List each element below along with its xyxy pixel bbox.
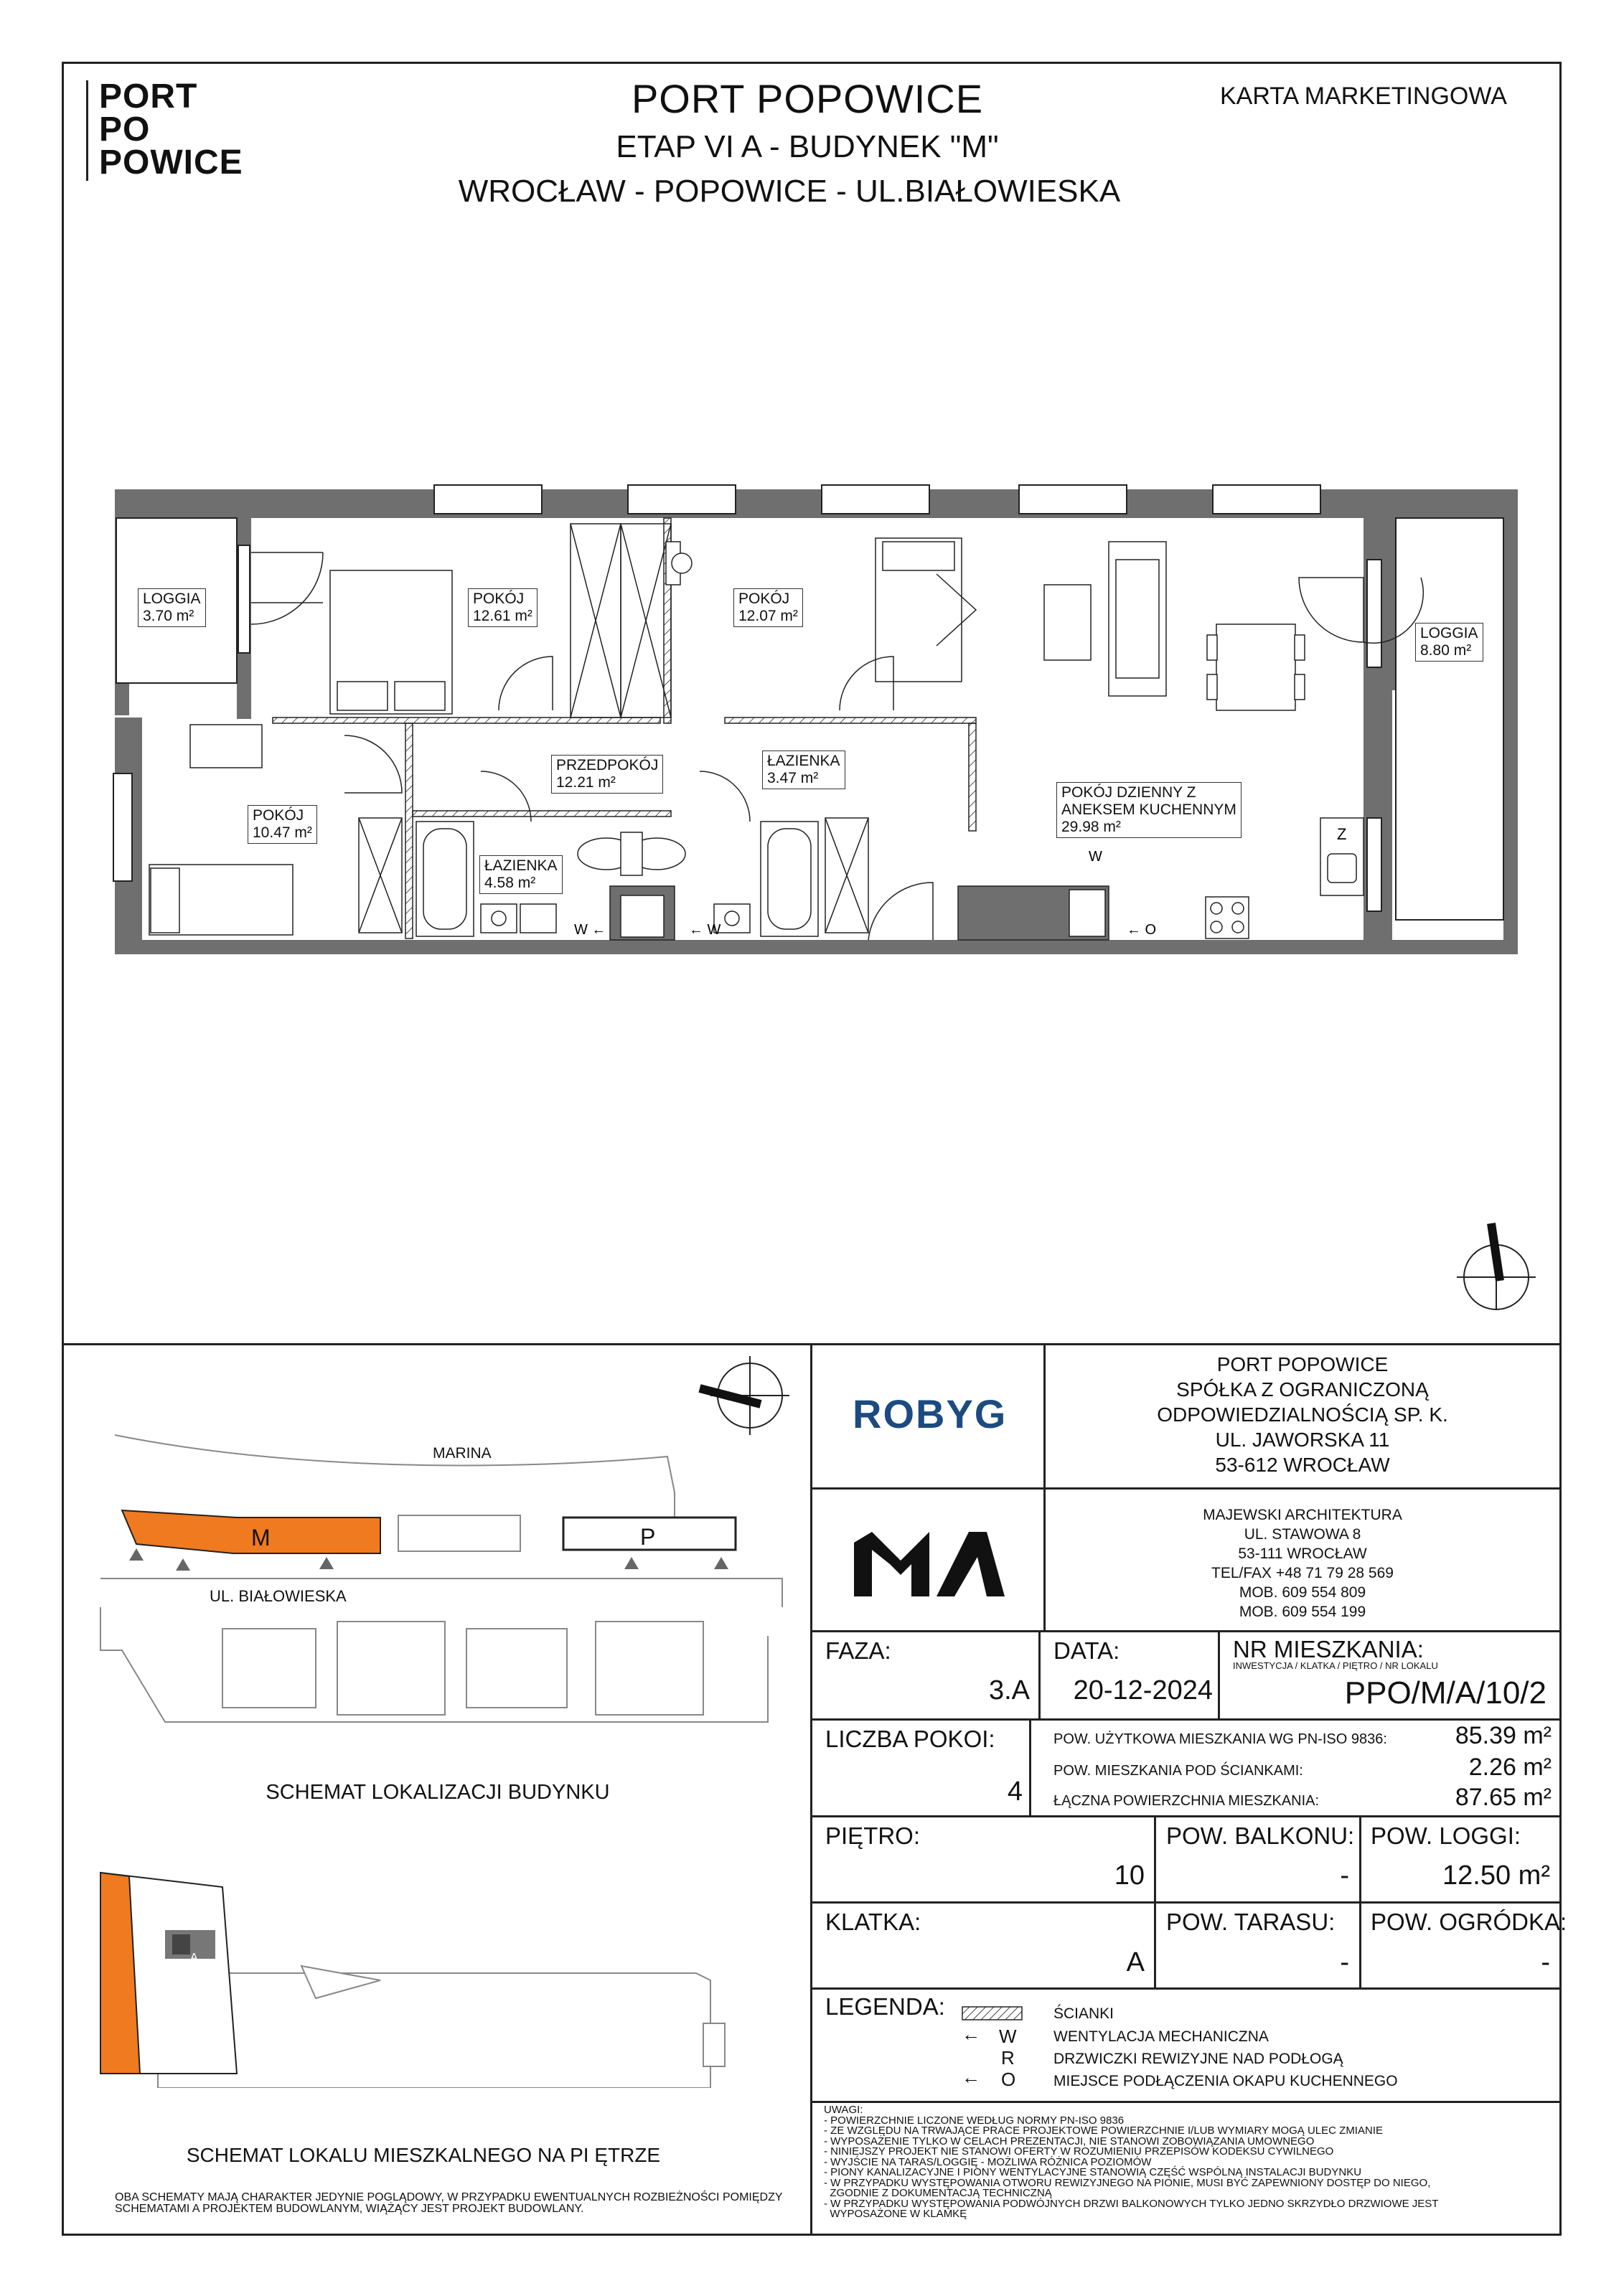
klatka-value: A [1126,1947,1145,1977]
notes: UWAGI: - POWIERZCHNIE LICZONE WEDŁUG NORMY PN-ISO 9836 - ZE WZGLĘDU NA TRWAJĄCE PRACE PROJEKTOWE POWIERZCHNIE I/LUB WYMIARY MOGĄ ULEC ZMIANIE - WYPOSAŻENIE TYLKO W CELACH PREZENTACJI, NIE STANOWI ZOBOWIĄZANIA UMOWNEGO - NINIEJSZY PROJEKT NIE STANOWI OFERTY W ROZUMIENIU PRZEPISÓW KODEKSU CYWILNEGO - WYJŚCIE NA TARAS/LOGGIĘ - MOŻLIWA RÓŻNICA POZIOMÓW - PIONY KANALIZACYJNE I PIONY WENTYLACYJNE STANOWIĄ CZĘŚĆ WSPÓLNĄ INSTALACJI BUDYNKU - W PRZYPADKU WYSTĘPOWANIA OTWORU REWIZYJNEGO NA PIONIE, MUSI BYĆ ZAPEWNIONY DOSTĘP DO NIEGO, ZGODNIE Z DOKUMENTACJĄ TECHNICZNĄ - W PRZYPADKU WYSTĘPOWANIA PODWÓJNYCH DRZWI BALKONOWYCH TYLKO JEDNO SKRZYDŁO DRZWIOWE JEST WYPOSAŻONE W KLAMKĘ [824,2104,1439,2220]
room-label-living-room: POKÓJ DZIENNY Z ANEKSEM KUCHENNYM 29.98 m² [1056,782,1242,838]
site-label-building-p: P [640,1524,656,1550]
coffee-table [1044,585,1091,660]
robyg-logo: ROBYG [853,1391,1008,1436]
taras-value: - [1340,1947,1349,1977]
loggia-right [1396,518,1503,920]
floor-plan [108,481,1529,976]
legend-text-hood: MIEJSCE PODŁĄCZENIA OKAPU KUCHENNEGO [1053,2073,1398,2089]
legend-symbol-o: O [1001,2069,1016,2090]
data-label: DATA: [1053,1637,1120,1664]
pow-uzytkowa-label: POW. UŻYTKOWA MIESZKANIA WG PN-ISO 9836: [1053,1731,1387,1747]
loggia-label: POW. LOGGI: [1371,1822,1521,1849]
faza-label: FAZA: [825,1637,891,1664]
legend-symbol-r: R [1001,2047,1015,2069]
nr-sublabel: INWESTYCJA / KLATKA / PIĘTRO / NR LOKALU [1233,1660,1438,1671]
schema-location-caption: SCHEMAT LOKALIZACJI BUDYNKU [266,1781,610,1804]
taras-label: POW. TARASU: [1166,1909,1336,1935]
pietro-value: 10 [1114,1860,1145,1891]
ma-logo [850,1528,1008,1600]
page-subtitle: ETAP VI A - BUDYNEK "M" [616,129,999,164]
developer-info: PORT POPOWICE SPÓŁKA Z OGRANICZONĄ ODPOWIEDZIALNOŚCIĄ SP. K. UL. JAWORSKA 11 53-612 WROCŁAW [1157,1353,1448,1476]
logo-line-2: PO [99,110,151,149]
legend-arrow-o-icon: ← [962,2066,980,2088]
room-label-bedroom-1: POKÓJ 12.61 m² [468,588,538,627]
schema-floor-tag: A [190,1952,198,1964]
schema-disclaimer: OBA SCHEMATY MAJĄ CHARAKTER JEDYNIE POGLĄDOWY, W PRZYPADKU EWENTUALNYCH ROZBIEŻNOŚCI POMIĘDZY SCHEMATAMI A PROJEKTEM BUDOWLANYM, WIĄŻĄCY JEST PROJEKT BUDOWLANY. [115,2191,783,2215]
ogrodek-value: - [1541,1947,1550,1977]
site-label-marina: MARINA [433,1445,492,1462]
balkon-label: POW. BALKONU: [1166,1822,1355,1849]
pow-scianki-label: POW. MIESZKANIA POD ŚCIANKAMI: [1053,1763,1303,1779]
hood-o: ← O [1127,922,1157,938]
hatch-icon [962,2006,1023,2020]
room-label-loggia-left: LOGGIA 3.70 m² [138,588,206,627]
card-type: KARTA MARKETINGOWA [1220,83,1507,110]
room-label-bedroom-2: POKÓJ 12.07 m² [733,588,803,627]
floor-schema [86,1858,804,2088]
faza-value: 3.A [988,1675,1030,1705]
room-label-bathroom-1: ŁAZIENKA 3.47 m² [762,751,845,789]
liczba-pokoi-value: 4 [1007,1777,1023,1807]
vent-w-1: W ← [574,922,606,938]
nr-label: NR MIESZKANIA: [1233,1636,1424,1662]
site-label-street: UL. BIAŁOWIESKA [210,1587,347,1605]
logo [86,77,258,195]
fridge-z: Z [1337,825,1347,843]
data-value: 20-12-2024 [1073,1675,1213,1705]
nr-value: PPO/M/A/10/2 [1344,1675,1546,1711]
site-plan [79,1349,804,1751]
neighbor-building [398,1515,520,1551]
room-label-hall: PRZEDPOKÓJ 12.21 m² [551,755,663,794]
ogrodek-label: POW. OGRÓDKA: [1371,1909,1567,1935]
page-location: WROCŁAW - POPOWICE - UL.BIAŁOWIESKA [458,174,1121,209]
legend-arrow-w-icon: ← [962,2023,980,2045]
pietro-label: PIĘTRO: [825,1822,921,1849]
pow-laczna-value: 87.65 m² [1455,1784,1552,1811]
pow-uzytkowa-value: 85.39 m² [1455,1722,1552,1749]
liczba-pokoi-label: LICZBA POKOI: [825,1726,995,1752]
legend-symbol-w: W [999,2026,1017,2047]
room-label-bathroom-2: ŁAZIENKA 4.58 m² [479,855,563,894]
room-label-bedroom-3: POKÓJ 10.47 m² [248,805,317,844]
legend-text-revision: DRZWICZKI REWIZYJNE NAD PODŁOGĄ [1053,2051,1343,2067]
legend-text-vent: WENTYLACJA MECHANICZNA [1053,2028,1269,2045]
vent-w-2: ← W [689,922,721,938]
room-label-loggia-right: LOGGIA 8.80 m² [1415,623,1483,662]
legend-text-walls: ŚCIANKI [1053,2005,1114,2022]
architect-info: MAJEWSKI ARCHITEKTURA UL. STAWOWA 8 53-111 WROCŁAW TEL/FAX +48 71 79 28 569 MOB. 609 554 809 MOB. 609 554 199 [1203,1507,1402,1620]
dining-table [1216,624,1295,710]
page-title: PORT POPOWICE [631,76,984,121]
pow-scianki-value: 2.26 m² [1468,1754,1552,1781]
balkon-value: - [1340,1860,1349,1891]
compass-icon [1450,1220,1543,1313]
site-label-building-m: M [251,1525,271,1551]
legend-label: LEGENDA: [825,1993,945,2020]
pow-laczna-label: ŁĄCZNA POWIERZCHNIA MIESZKANIA: [1053,1793,1320,1809]
logo-line-1: PORT [99,77,198,116]
vent-w-3: W [1089,849,1102,865]
logo-line-3: POWICE [99,144,243,182]
loggia-value: 12.50 m² [1442,1860,1550,1891]
klatka-label: KLATKA: [825,1909,921,1935]
schema-floor-caption: SCHEMAT LOKALU MIESZKALNEGO NA PI ĘTRZE [186,2144,661,2166]
